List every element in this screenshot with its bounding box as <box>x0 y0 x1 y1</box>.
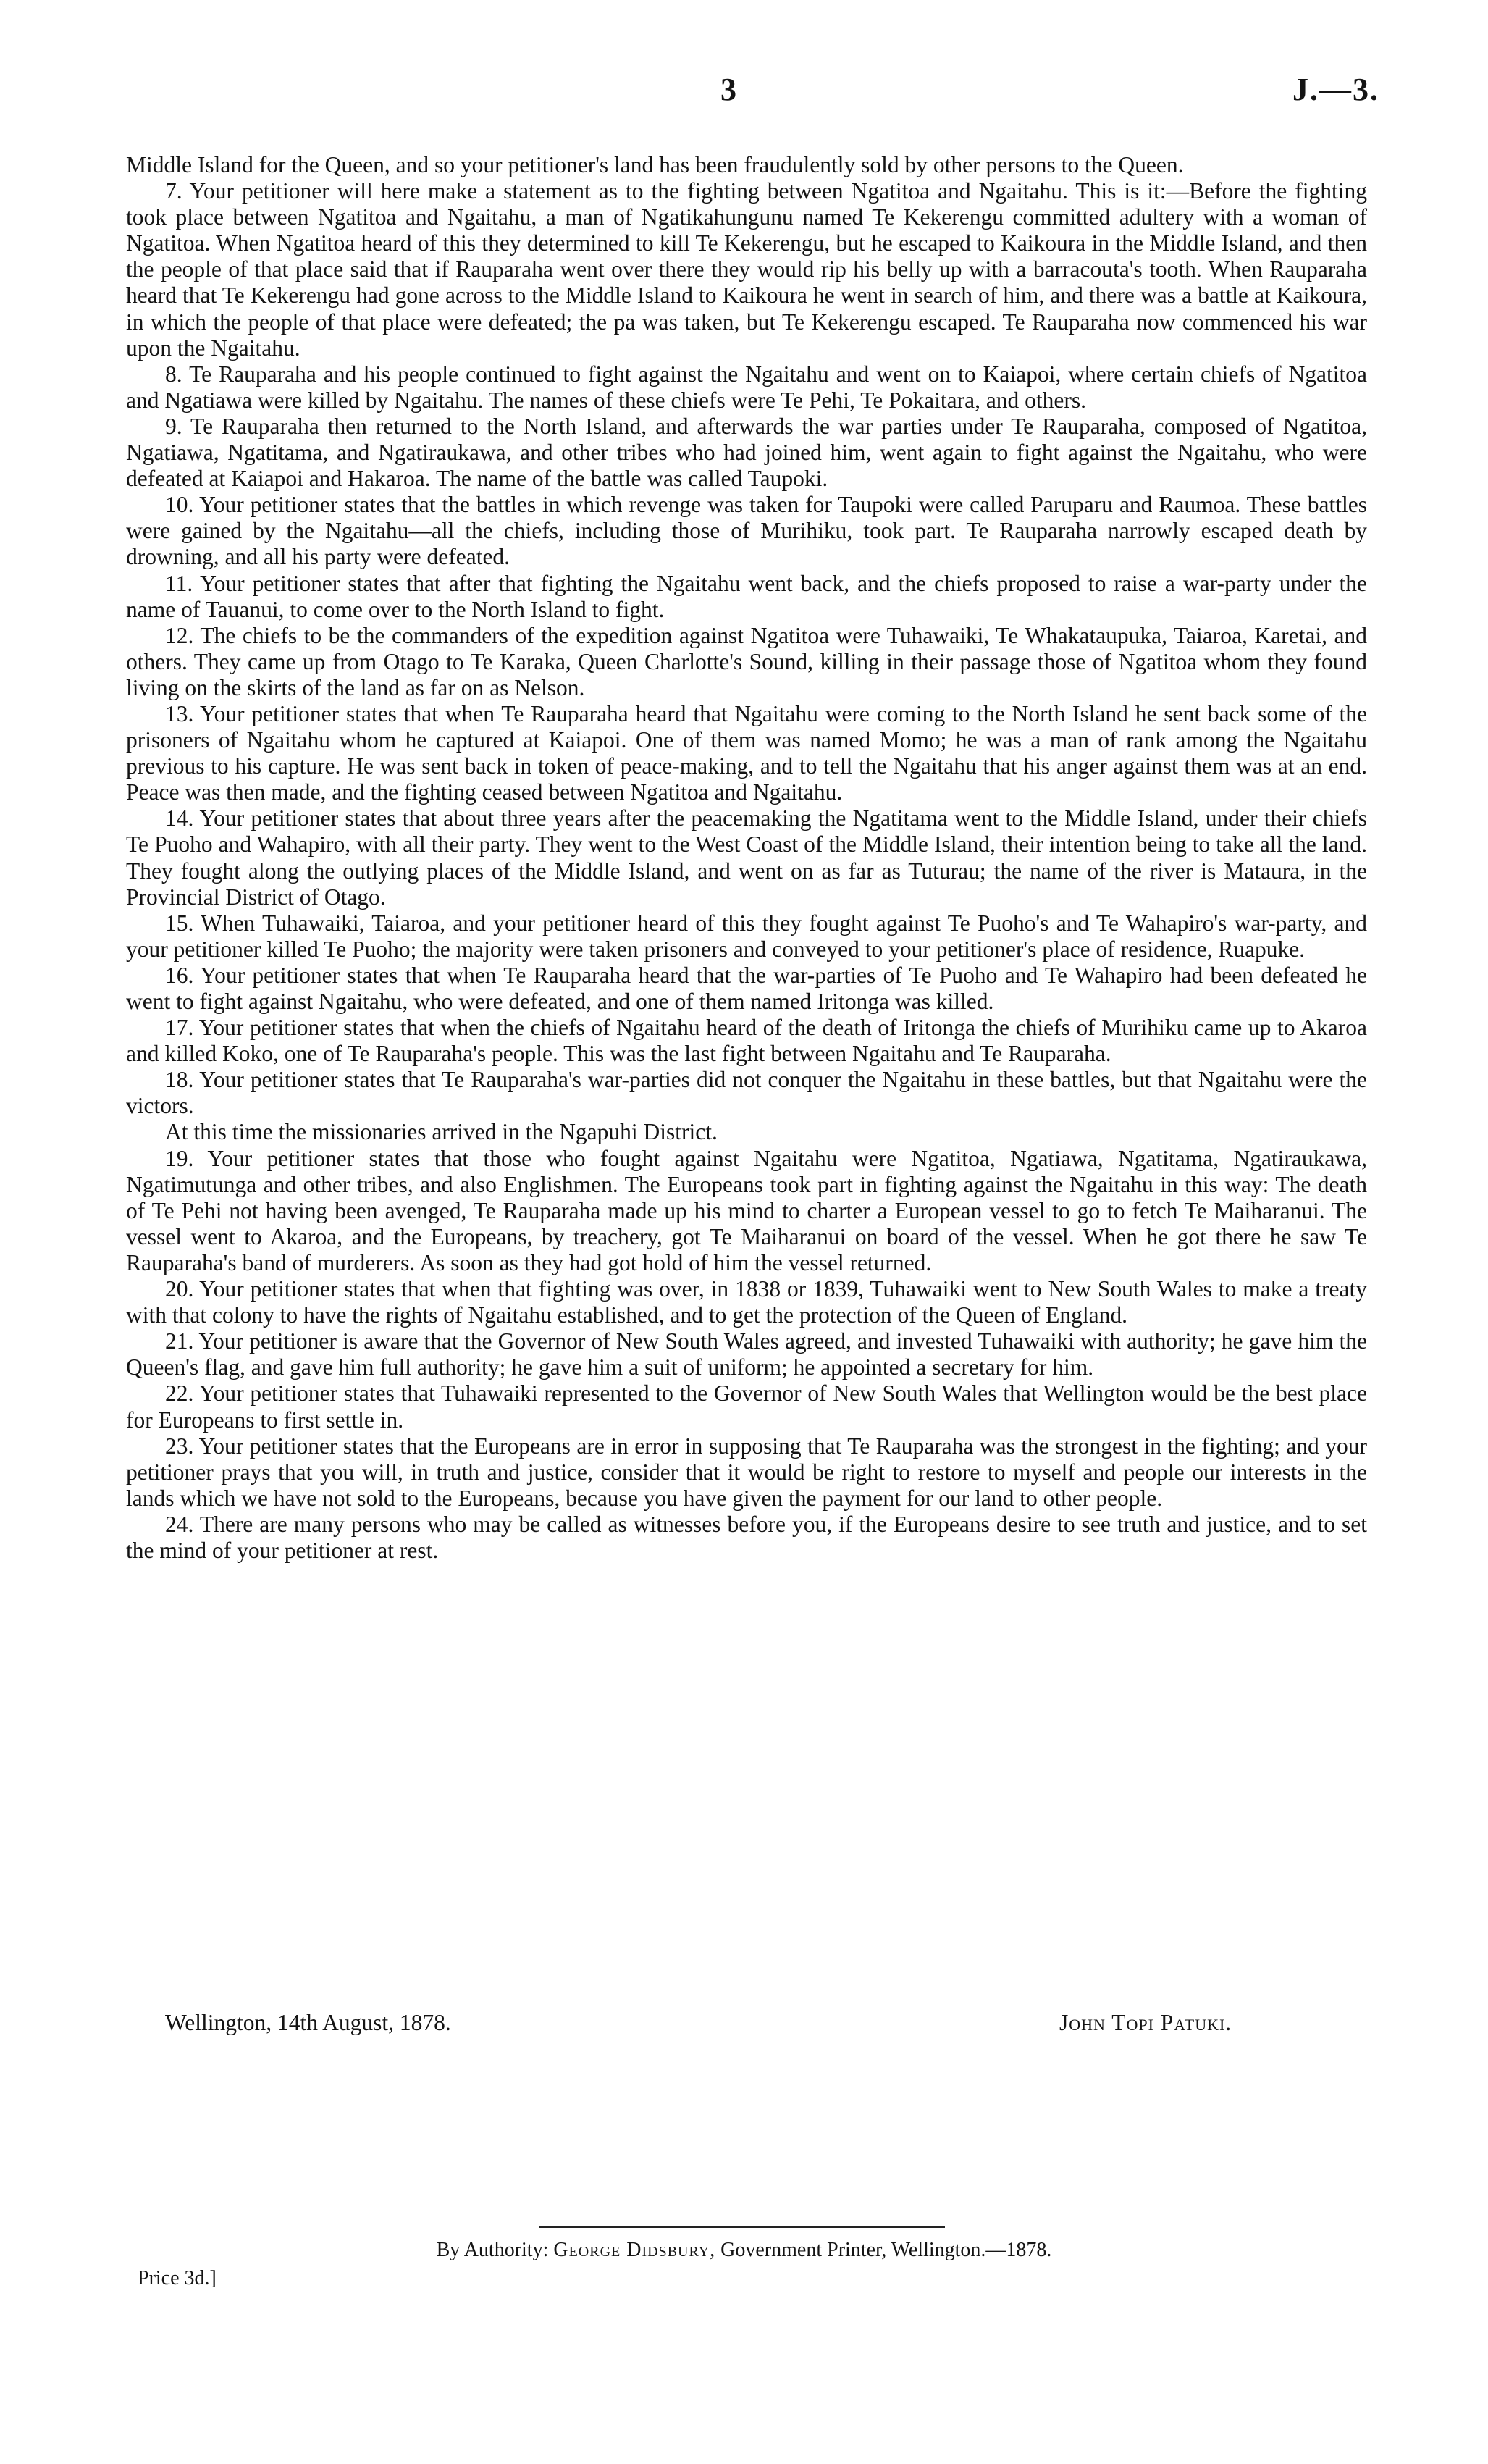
paragraph-19: 19. Your petitioner states that those who fought against Ngaitahu were Ngatitoa, Ngatiawa, Ngatitama, Ngatiraukawa, Ngatimutunga and other tribes, and also Englishmen. The Europeans took part in fighting against the Ngaitahu in this way: The death of Te Pehi not having been avenged, Te Rauparaha made up his mind to charter a European vessel to go to fetch Te Maiharanui. The vessel went to Akaroa, and the Europeans, by treachery, got Te Maiharanui on board of the vessel. When he got there he saw Te Rauparaha's band of murderers. As soon as they had got hold of him the vessel returned. <box>126 1145 1367 1275</box>
paragraph-missionaries: At this time the missionaries arrived in the Ngapuhi District. <box>165 1119 718 1145</box>
paragraph-8: 8. Te Rauparaha and his people continued to fight against the Ngaitahu and went on to Kaiapoi, where certain chiefs of Ngatitoa and Ngatiawa were killed by Ngaitahu. The names of these chiefs were Te Pehi, Te Pokaitara, and others. <box>126 361 1367 413</box>
page-header <box>0 71 1488 122</box>
printer-details: Government Printer, Wellington.—1878. <box>720 2239 1052 2261</box>
paragraph-18: 18. Your petitioner states that Te Rauparaha's war-parties did not conquer the Ngaitahu in these battles, but that Ngaitahu were the victors. <box>126 1067 1367 1119</box>
paragraph-20: 20. Your petitioner states that when that fighting was over, in 1838 or 1839, Tuhawaiki went to New South Wales to make a treaty with that colony to have the rights of Ngaitahu established, and to get the protection of the Queen of England. <box>126 1276 1367 1328</box>
paragraph-22: 22. Your petitioner states that Tuhawaiki represented to the Governor of New South Wales that Wellington would be the best place for Europeans to first settle in. <box>126 1380 1367 1433</box>
paragraph-15: 15. When Tuhawaiki, Taiaroa, and your petitioner heard of this they fought against Te Puoho's and Te Wahapiro's war-party, and your petitioner killed Te Puoho; the majority were taken prisoners and conveyed to your petitioner's place of residence, Ruapuke. <box>126 910 1367 962</box>
paragraph-23: 23. Your petitioner states that the Europeans are in error in supposing that Te Rauparaha was the strongest in the fighting; and your petitioner prays that you will, in truth and justice, consider that it would be right to restore to myself and people our interests in the lands which we have not sold to the Europeans, because you have given the payment for our land to other people. <box>126 1433 1367 1511</box>
paragraph-17: 17. Your petitioner states that when the chiefs of Ngaitahu heard of the death of Iritonga the chiefs of Murihiku came up to Akaroa and killed Koko, one of Te Rauparaha's people. This was the last fight between Ngaitahu and Te Rauparaha. <box>126 1015 1367 1067</box>
paragraph-10: 10. Your petitioner states that the battles in which revenge was taken for Taupoki were called Paruparu and Raumoa. These battles were gained by the Ngaitahu—all the chiefs, including those of Murihiku, took part. Te Rauparaha narrowly escaped death by drowning, and all his party were defeated. <box>126 492 1367 570</box>
footer-divider <box>539 2226 945 2228</box>
paragraph-7: 7. Your petitioner will here make a statement as to the fighting between Ngatitoa and Ngaitahu. This is it:—Before the fighting took place between Ngatitoa and Ngaitahu, a man of Ngatikahungunu named Te Kekerengu committed adultery with a woman of Ngatitoa. When Ngatitoa heard of this they determined to kill Te Kekerengu, but he escaped to Kaikoura in the Middle Island, and then the people of that place said that if Rauparaha went over there they would rip his belly up with a barracouta's tooth. When Rauparaha heard that Te Kekerengu had gone across to the Middle Island to Kaikoura he went in search of him, and there was a battle at Kaikoura, in which the people of that place were defeated; the pa was taken, but Te Kekerengu escaped. Te Rauparaha now commenced his war upon the Ngaitahu. <box>126 178 1367 361</box>
page-number: 3 <box>720 72 736 107</box>
paragraph-24: 24. There are many persons who may be called as witnesses before you, if the Europeans desire to see truth and justice, and to set the mind of your petitioner at rest. <box>126 1511 1367 1563</box>
paragraph-9: 9. Te Rauparaha then returned to the North Island, and afterwards the war parties under Te Rauparaha, composed of Ngatitoa, Ngatiawa, Ngatitama, and Ngatiraukawa, and other tribes who had joined him, went again to fight against the Ngaitahu, who were defeated at Kaiapoi and Hakaroa. The name of the battle was called Taupoki. <box>126 413 1367 492</box>
authority-label: By Authority: <box>436 2239 549 2261</box>
place-and-date: Wellington, 14th August, 1878. <box>165 2010 451 2035</box>
price-label: Price 3d.] <box>138 2267 217 2289</box>
paragraph-14: 14. Your petitioner states that about three years after the peacemaking the Ngatitama went to the Middle Island, under their chiefs Te Puoho and Wahapiro, with all their party. They went to the West Coast of the Middle Island, their intention being to take all the land. They fought along the outlying places of the Middle Island, and went on as far as Tuturau; the name of the river is Mataura, in the Provincial District of Otago. <box>126 805 1367 910</box>
paragraph-continuation: Middle Island for the Queen, and so your petitioner's land has been fraudulently sold by other persons to the Queen. <box>126 152 1184 177</box>
petition-body <box>126 152 1367 1564</box>
printer-name: George Didsbury, <box>553 2239 716 2261</box>
paragraph-11: 11. Your petitioner states that after that fighting the Ngaitahu went back, and the chiefs proposed to raise a war-party under the name of Tauanui, to come over to the North Island to fight. <box>126 570 1367 622</box>
paragraph-16: 16. Your petitioner states that when Te Rauparaha heard that the war-parties of Te Puoho and Te Wahapiro had been defeated he went to fight against Ngaitahu, who were defeated, and one of them named Iritonga was killed. <box>126 962 1367 1014</box>
signatory-name: John Topi Patuki. <box>1059 2010 1232 2035</box>
document-reference: J.—3. <box>1292 72 1379 107</box>
paragraph-12: 12. The chiefs to be the commanders of the expedition against Ngatitoa were Tuhawaiki, Te Whakataupuka, Taiaroa, Karetai, and others. They came up from Otago to Te Karaka, Queen Charlotte's Sound, killing in their passage those of Ngatitoa whom they found living on the skirts of the land as far on as Nelson. <box>126 622 1367 700</box>
printer-imprint <box>0 2238 1488 2263</box>
paragraph-21: 21. Your petitioner is aware that the Governor of New South Wales agreed, and invested Tuhawaiki with authority; he gave him the Queen's flag, and gave him full authority; he gave him a suit of uniform; he appointed a secretary for him. <box>126 1328 1367 1380</box>
paragraph-13: 13. Your petitioner states that when Te Rauparaha heard that Ngaitahu were coming to the North Island he sent back some of the prisoners of Ngaitahu whom he captured at Kaiapoi. One of them was named Momo; he was a man of rank among the Ngaitahu previous to his capture. He was sent back in token of peace-making, and to tell the Ngaitahu that his anger against them was at an end. Peace was then made, and the fighting ceased between Ngatitoa and Ngaitahu. <box>126 700 1367 805</box>
